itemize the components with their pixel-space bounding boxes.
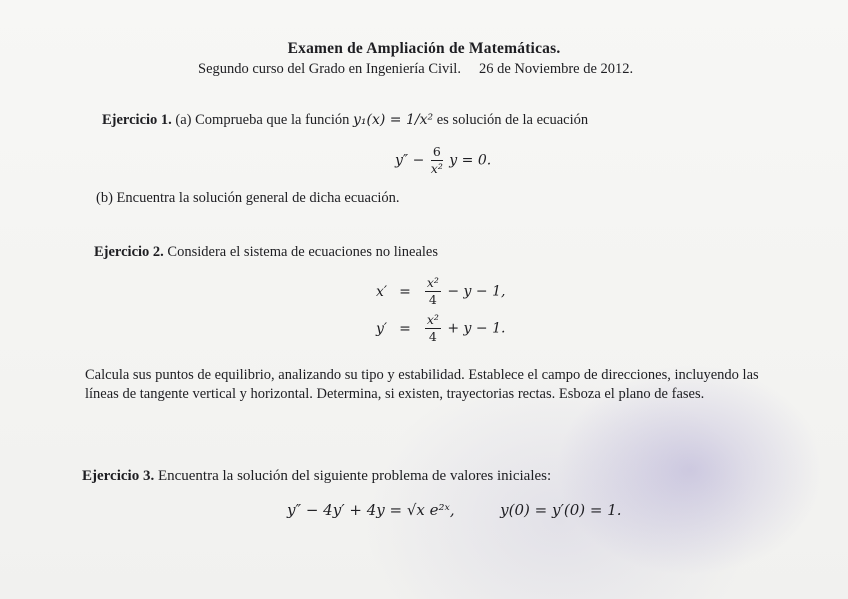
equation-rhs: y = 0.	[449, 152, 492, 169]
exercise-1-function: y₁(x) = 1/x²	[352, 112, 434, 128]
ivp-conditions: y(0) = y′(0) = 1.	[500, 501, 622, 519]
equation-lhs: y″ −	[395, 152, 425, 169]
row-1-rhs	[417, 273, 512, 310]
exam-title: Examen de Ampliación de Matemáticas.	[287, 40, 561, 57]
exercise-1-part-a-end: es solución de la ecuación	[436, 112, 589, 128]
exercise-3-equation	[287, 501, 622, 519]
exercise-2-body: Calcula sus puntos de equilibrio, analizando su tipo y estabilidad. Establece el campo de direcciones, incluyendo las líneas de tangente vertical y horizontal. Determina, si existen, trayectorias rectas. Esboza el plano de fases.	[85, 367, 759, 402]
exercise-2-statement	[94, 244, 438, 261]
row-1-rest: − y − 1,	[447, 283, 506, 300]
exercise-3-label: Ejercicio 3.	[82, 468, 155, 484]
row-2-lhs: y′	[376, 320, 388, 337]
exam-date: 26 de Noviembre de 2012.	[478, 61, 634, 77]
exercise-1-equation	[395, 144, 491, 177]
equation-fraction	[431, 144, 443, 177]
exercise-2-intro: Considera el sistema de ecuaciones no lineales	[167, 244, 438, 260]
exercise-1-part-b: (b) Encuentra la solución general de dicha ecuación.	[96, 190, 400, 206]
row-1-fraction	[425, 275, 441, 308]
row-2-rhs	[417, 310, 512, 347]
exam-subtitle	[198, 61, 633, 78]
exercise-1-label: Ejercicio 1.	[102, 112, 172, 128]
row-2-numerator: x²	[426, 312, 439, 327]
course-text: Segundo curso del Grado en Ingeniería Civil.	[198, 61, 461, 77]
system-row-2	[370, 310, 511, 347]
fraction-denominator: x²	[430, 161, 443, 176]
row-2-denominator: 4	[428, 329, 437, 344]
exercise-2-system	[370, 273, 511, 347]
row-1-denominator: 4	[428, 292, 437, 307]
row-1-numerator: x²	[426, 275, 439, 290]
exercise-3-intro: Encuentra la solución del siguiente problema de valores iniciales:	[157, 468, 552, 484]
row-2-rest: + y − 1.	[447, 320, 506, 337]
exercise-2-label: Ejercicio 2.	[94, 244, 164, 260]
row-2-fraction	[425, 312, 441, 345]
exercise-1-part-a: (a) Comprueba que la función	[175, 112, 350, 128]
system-row-1	[370, 273, 511, 310]
exercise-1-statement	[102, 112, 588, 129]
row-2-equals: =	[399, 320, 411, 337]
ivp-equation: y″ − 4y′ + 4y = √x e²ˣ,	[287, 501, 455, 519]
fraction-numerator: 6	[431, 144, 443, 161]
exercise-3-statement	[82, 468, 551, 485]
row-1-lhs: x′	[376, 283, 388, 300]
row-1-equals: =	[399, 283, 411, 300]
